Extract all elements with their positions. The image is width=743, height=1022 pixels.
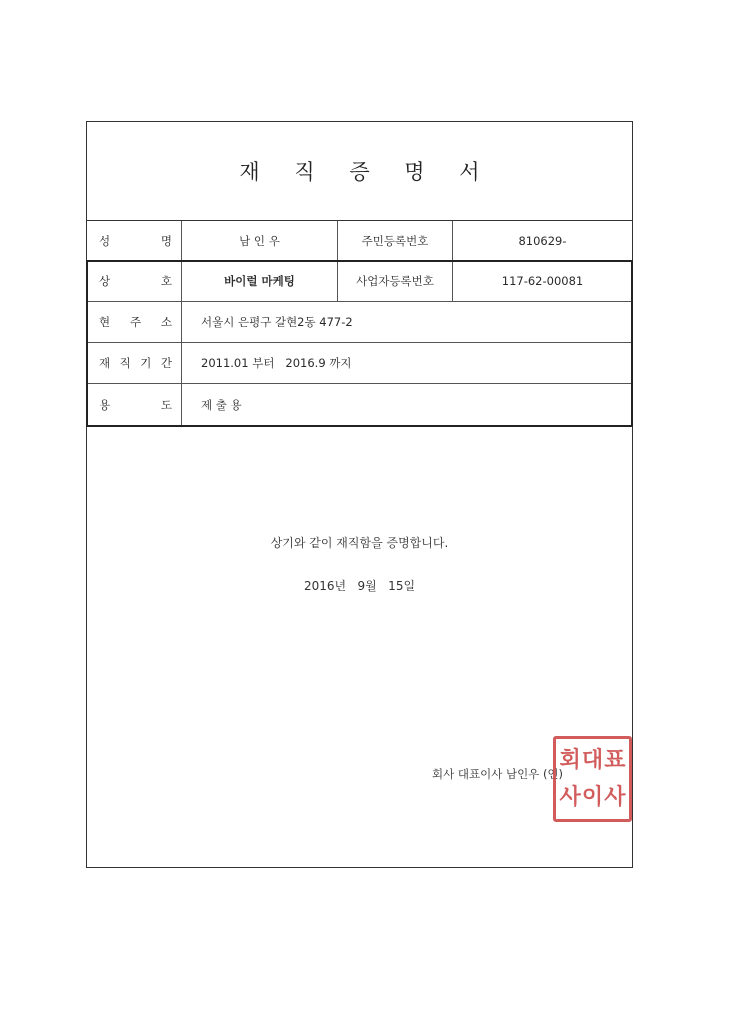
- company-seal: [553, 736, 632, 822]
- seal-char: 사: [559, 784, 581, 810]
- value-purpose: 제 출 용: [201, 398, 242, 412]
- label-char: 소: [160, 315, 172, 329]
- row-purpose: [87, 384, 632, 426]
- seal-char: 회: [559, 747, 581, 773]
- label-char: 기: [140, 356, 152, 370]
- label-char: 명: [160, 233, 172, 248]
- label-char: 용: [99, 398, 111, 412]
- document-title: 재 직 증 명 서: [239, 160, 494, 184]
- certificate-document: [86, 121, 633, 868]
- seal-char: 표: [604, 747, 626, 773]
- row-name: [87, 221, 632, 261]
- value-name: 남 인 우: [182, 221, 338, 260]
- label-char: 현: [99, 315, 111, 329]
- label-business-number: 사업자등록번호: [338, 261, 453, 301]
- value-address: 서울시 은평구 갈현2동 477-2: [201, 315, 353, 329]
- label-employment-period: [87, 343, 182, 383]
- seal-char: 대: [581, 747, 604, 773]
- label-company: [87, 261, 182, 301]
- label-address: [87, 302, 182, 342]
- issue-date: 2016년 9월 15일: [303, 579, 416, 593]
- value-business-number: 117-62-00081: [501, 274, 584, 288]
- label-char: 간: [160, 356, 172, 370]
- value-employment-period: 2011.01 부터 2016.9 까지: [201, 356, 352, 370]
- label-char: 호: [160, 274, 172, 288]
- row-employment-period: [87, 343, 632, 384]
- label-char: 상: [99, 274, 111, 288]
- seal-char: 이: [581, 784, 604, 810]
- signature-line: 회사 대표이사 남인우 (인): [432, 767, 564, 781]
- value-company: 바이럴 마케팅: [182, 261, 338, 301]
- title-box: [87, 122, 632, 221]
- label-char: 주: [129, 315, 142, 329]
- label-name: [87, 221, 182, 260]
- label-char: 직: [119, 356, 131, 370]
- label-char: 재: [99, 356, 111, 370]
- certification-statement: 상기와 같이 재직함을 증명합니다.: [270, 536, 449, 550]
- label-resident-number: 주민등록번호: [338, 221, 453, 260]
- value-resident-number: 810629-: [518, 233, 567, 248]
- label-char: 성: [99, 233, 111, 248]
- label-purpose: [87, 384, 182, 426]
- row-company: [87, 261, 632, 302]
- row-address: [87, 302, 632, 343]
- label-char: 도: [160, 398, 172, 412]
- seal-char: 사: [604, 784, 626, 810]
